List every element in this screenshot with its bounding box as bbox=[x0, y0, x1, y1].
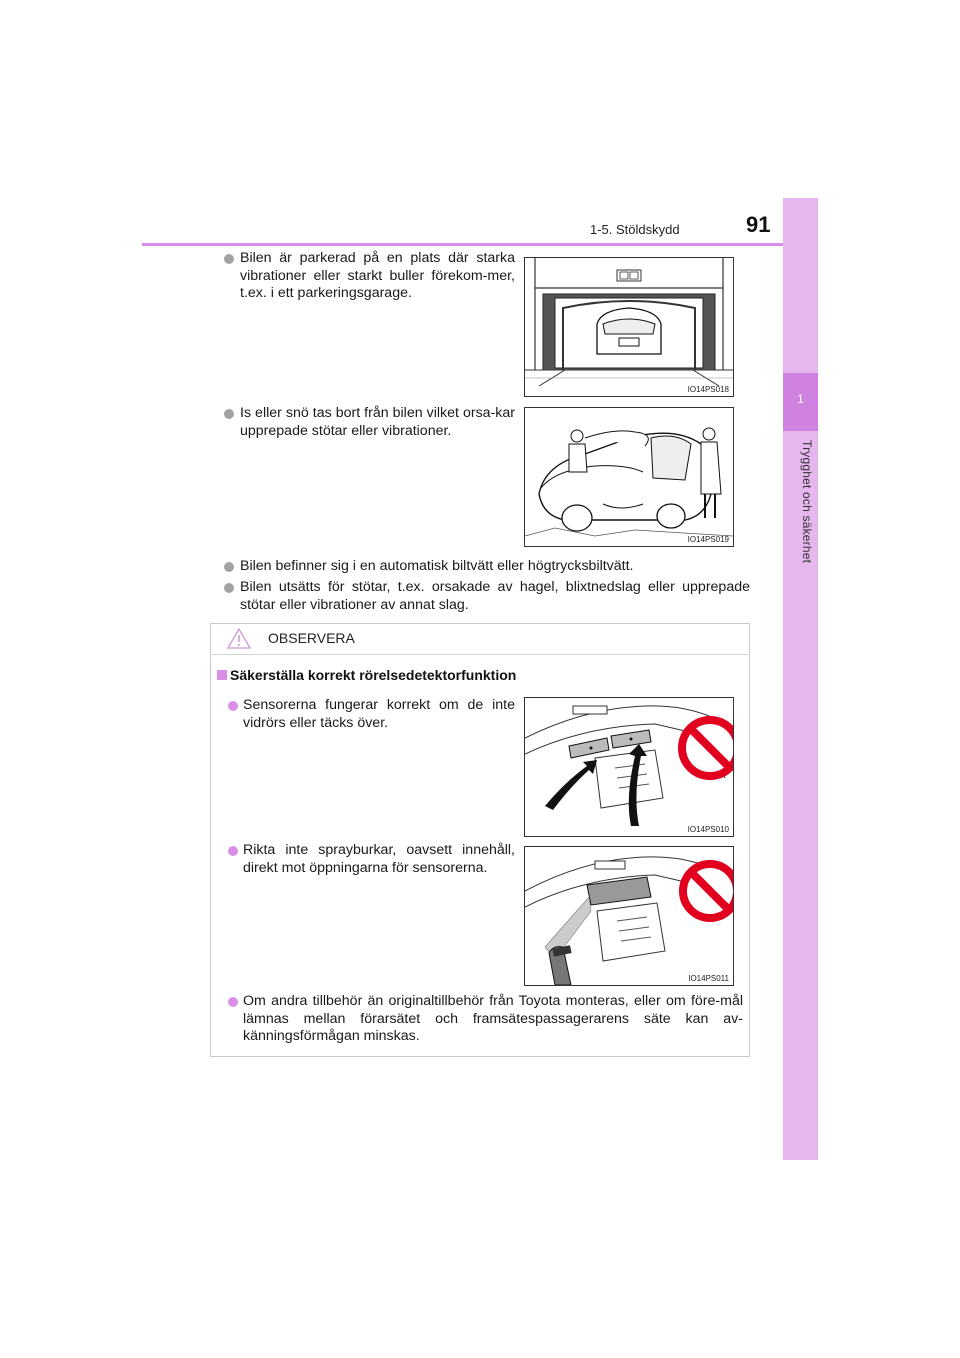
figure-code: IO14PS019 bbox=[687, 535, 729, 544]
illustration-no-spray-at-sensors bbox=[524, 846, 734, 986]
section-marker bbox=[217, 670, 227, 680]
bullet-text: Sensorerna fungerar korrekt om de inte vidrörs eller täcks över. bbox=[243, 697, 515, 731]
warning-triangle-icon bbox=[226, 627, 252, 650]
figure-code: IO14PS011 bbox=[688, 974, 729, 983]
figure-code: IO14PS010 bbox=[687, 825, 729, 834]
bullet-text: Bilen utsätts för stötar, t.ex. orsakade av hagel, blixtnedslag eller upprepade stötar eller vibrationer av annat slag. bbox=[240, 579, 750, 613]
bullet-marker bbox=[224, 583, 234, 593]
chapter-side-tab bbox=[783, 198, 818, 1160]
caution-box bbox=[210, 623, 750, 1057]
bullet-marker bbox=[224, 254, 234, 264]
chapter-title: Trygghet och säkerhet bbox=[800, 440, 814, 564]
bullet-marker bbox=[224, 409, 234, 419]
sensors-touch-drawing bbox=[525, 698, 733, 836]
snow-removal-drawing bbox=[525, 408, 733, 546]
spray-can-drawing bbox=[525, 847, 733, 985]
page-number: 91 bbox=[746, 212, 771, 237]
bullet-text: Bilen är parkerad på en plats där starka vibrationer eller starkt buller förekom-mer, t.ex. i ett parkeringsgarage. bbox=[240, 250, 515, 301]
bullet-marker bbox=[228, 846, 238, 856]
header-divider bbox=[142, 243, 818, 246]
parking-garage-drawing bbox=[525, 258, 733, 396]
figure-code: IO14PS018 bbox=[687, 385, 729, 394]
illustration-parking-garage bbox=[524, 257, 734, 397]
bullet-text: Om andra tillbehör än originaltillbehör från Toyota monteras, eller om före-mål lämnas mellan förarsätet och framsätespassagerarens säte kan av-känningsförmågan minskas. bbox=[243, 993, 743, 1044]
bullet-marker bbox=[224, 562, 234, 572]
bullet-text: Rikta inte sprayburkar, oavsett innehåll, direkt mot öppningarna för sensorerna. bbox=[243, 842, 515, 876]
bullet-text: Is eller snö tas bort från bilen vilket orsa-kar upprepade stötar eller vibrationer. bbox=[240, 405, 515, 439]
caution-heading: Säkerställa korrekt rörelsedetektorfunktion bbox=[230, 667, 517, 683]
bullet-marker bbox=[228, 701, 238, 711]
chapter-number: 1 bbox=[797, 392, 804, 406]
bullet-marker bbox=[228, 997, 238, 1007]
caution-label: OBSERVERA bbox=[268, 630, 355, 646]
section-title: 1-5. Stöldskydd bbox=[590, 222, 680, 237]
illustration-snow-removal bbox=[524, 407, 734, 547]
illustration-do-not-touch-sensors bbox=[524, 697, 734, 837]
bullet-text: Bilen befinner sig i en automatisk biltvätt eller högtrycksbiltvätt. bbox=[240, 558, 634, 574]
